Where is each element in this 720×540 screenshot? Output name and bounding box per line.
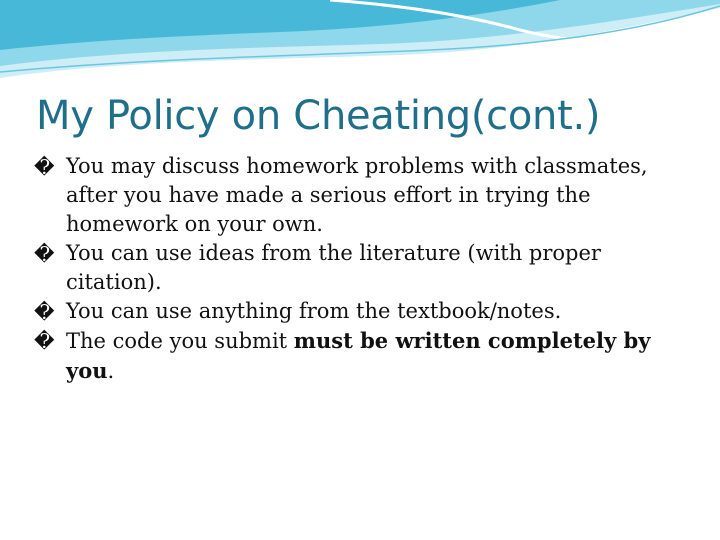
bullet-text-emphasis: must be written completely by you <box>66 328 651 383</box>
bullet-icon: � <box>34 155 55 179</box>
list-item <box>34 239 674 297</box>
list-item <box>34 297 674 326</box>
bullet-icon: � <box>34 329 55 353</box>
bullet-text: You can use anything from the textbook/notes. <box>66 299 562 323</box>
bullet-text-end: . <box>107 359 115 383</box>
bullet-icon: � <box>34 242 55 266</box>
bullet-text: You may discuss homework problems with classmates, after you have made a serious effort in trying the homework on your own. <box>66 154 648 236</box>
bullet-text-start: The code you submit <box>66 329 294 353</box>
bullet-icon: � <box>34 300 55 324</box>
bullet-text: You can use ideas from the literature (with proper citation). <box>66 241 601 294</box>
bullet-list <box>34 152 674 386</box>
list-item <box>34 152 674 239</box>
header-wave-decoration <box>0 0 720 90</box>
list-item <box>34 326 674 386</box>
slide-title: My Policy on Cheating(cont.) <box>36 93 601 139</box>
